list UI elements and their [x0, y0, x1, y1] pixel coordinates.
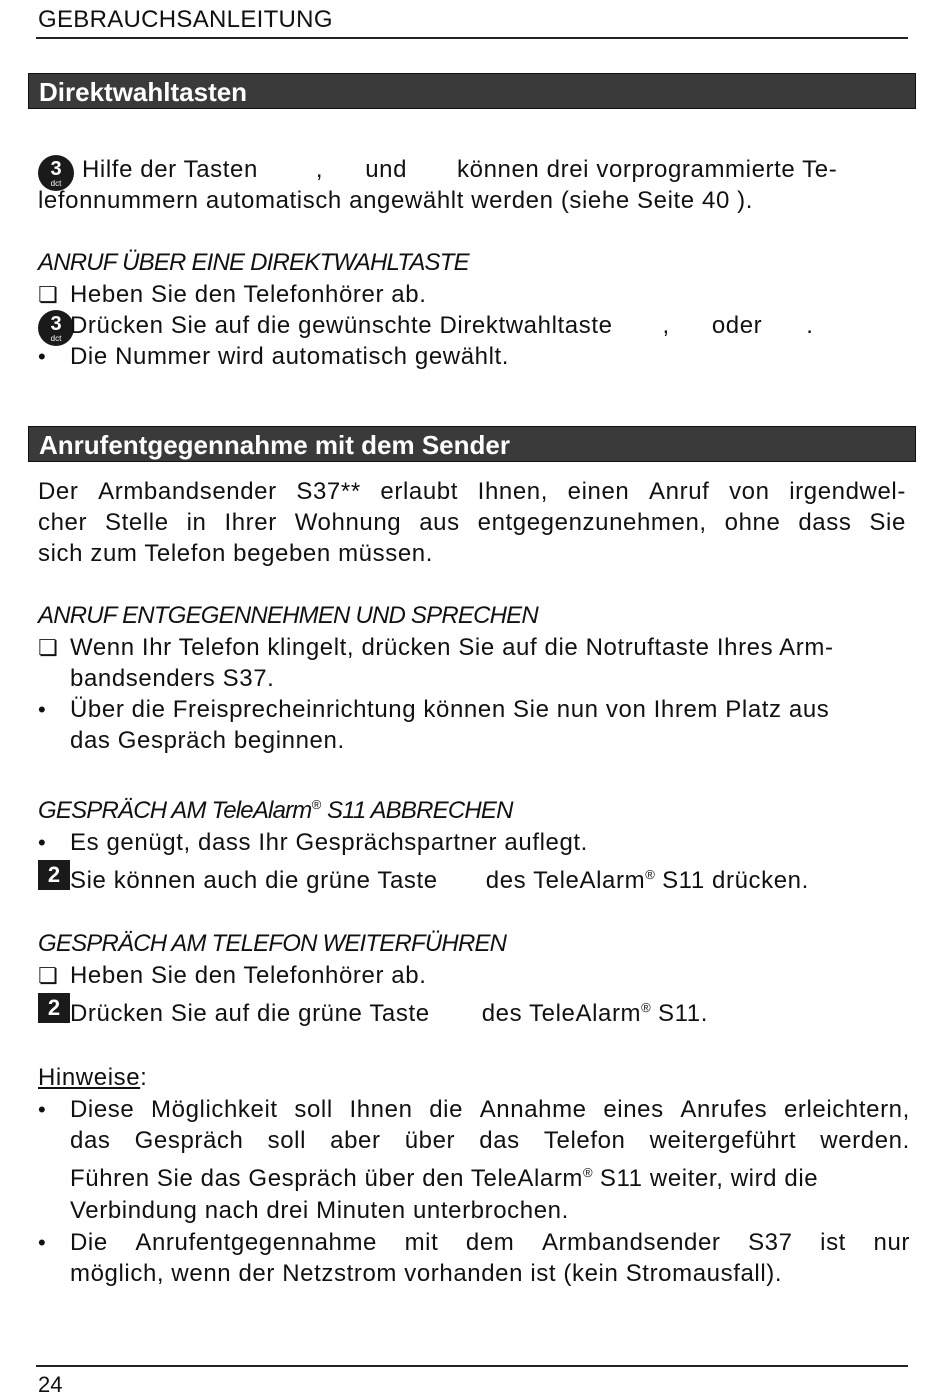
item-genuegt: Es genügt, dass Ihr Gesprächspartner auflegt.	[70, 829, 588, 856]
bullet-icon: •	[38, 697, 46, 722]
item-heben-weiter: Heben Sie den Telefonhörer ab.	[70, 962, 427, 989]
notes-label: Hinweise:	[38, 1064, 148, 1091]
step-druecken-direktwahl: Drücken Sie auf die gewünschte Direktwahltaste , oder .	[70, 312, 814, 339]
bullet-icon: •	[38, 1230, 46, 1255]
bullet-icon: •	[38, 1097, 46, 1122]
key2-icon: 2	[38, 993, 70, 1023]
paragraph-line-2: cher Stelle in Ihrer Wohnung aus entgegenzunehmen, ohne dass Sie	[38, 509, 906, 536]
checkbox-icon: ❏	[38, 963, 58, 988]
intro-line-1: Hilfe der Tasten , und können drei vorprogrammierte Te-	[82, 156, 838, 183]
item-wenn-klingelt-1: Wenn Ihr Telefon klingelt, drücken Sie auf die Notruftaste Ihres Arm-	[70, 634, 834, 661]
item-gruene-taste-weiter: Drücken Sie auf die grüne Taste des TeleAlarm® S11.	[70, 1000, 709, 1027]
intro-line-2: lefonnummern automatisch angewählt werden (siehe Seite 40 ).	[38, 187, 754, 214]
paragraph-line-3: sich zum Telefon begeben müssen.	[38, 540, 433, 567]
paragraph-line-1: Der Armbandsender S37** erlaubt Ihnen, einen Anruf von irgendwel-	[38, 478, 906, 505]
note1-line-4: Verbindung nach drei Minuten unterbrochen.	[70, 1197, 569, 1224]
footer-rule	[36, 1365, 908, 1367]
note2-line-1: Die Anrufentgegennahme mit dem Armbandsender S37 ist nur	[70, 1229, 910, 1256]
item-gruene-taste-abbrechen: Sie können auch die grüne Taste des TeleAlarm® S11 drücken.	[70, 867, 809, 894]
section-heading-direktwahltasten: Direktwahltasten	[28, 73, 916, 109]
step-heben: Heben Sie den Telefonhörer ab.	[70, 281, 427, 308]
item-freisprech-1: Über die Freisprecheinrichtung können Sie nun von Ihrem Platz aus	[70, 696, 830, 723]
checkbox-icon: ❏	[38, 635, 58, 660]
note2-line-2: möglich, wenn der Netzstrom vorhanden ist (kein Stromausfall).	[70, 1260, 783, 1287]
step-nummer-gewaehlt: Die Nummer wird automatisch gewählt.	[70, 343, 510, 370]
section-heading-anrufentgegennahme: Anrufentgegennahme mit dem Sender	[28, 426, 916, 462]
key3-icon: 3 dct	[38, 155, 74, 191]
item-wenn-klingelt-2: bandsenders S37.	[70, 665, 275, 692]
page-header-title: GEBRAUCHSANLEITUNG	[38, 6, 333, 33]
checkbox-icon: ❏	[38, 282, 58, 307]
key3-icon: 3 dct	[38, 310, 74, 346]
bullet-icon: •	[38, 830, 46, 855]
header-rule	[36, 37, 908, 39]
subheading-anruf-entgegennehmen: ANRUF ENTGEGENNEHMEN UND SPRECHEN	[38, 602, 538, 629]
page-number: 24	[38, 1372, 63, 1397]
note1-line-3: Führen Sie das Gespräch über den TeleAlarm® S11 weiter, wird die	[70, 1165, 819, 1192]
item-freisprech-2: das Gespräch beginnen.	[70, 727, 345, 754]
subheading-gespraech-abbrechen: GESPRÄCH AM TeleAlarm® S11 ABBRECHEN	[38, 797, 513, 824]
subheading-anruf-direktwahltaste: ANRUF ÜBER EINE DIREKTWAHLTASTE	[38, 249, 469, 276]
note1-line-1: Diese Möglichkeit soll Ihnen die Annahme eines Anrufes erleichtern,	[70, 1096, 910, 1123]
bullet-icon: •	[38, 344, 46, 369]
subheading-gespraech-weiterfuehren: GESPRÄCH AM TELEFON WEITERFÜHREN	[38, 930, 507, 957]
note1-line-2: das Gespräch soll aber über das Telefon weitergeführt werden.	[70, 1127, 910, 1154]
key2-icon: 2	[38, 860, 70, 890]
